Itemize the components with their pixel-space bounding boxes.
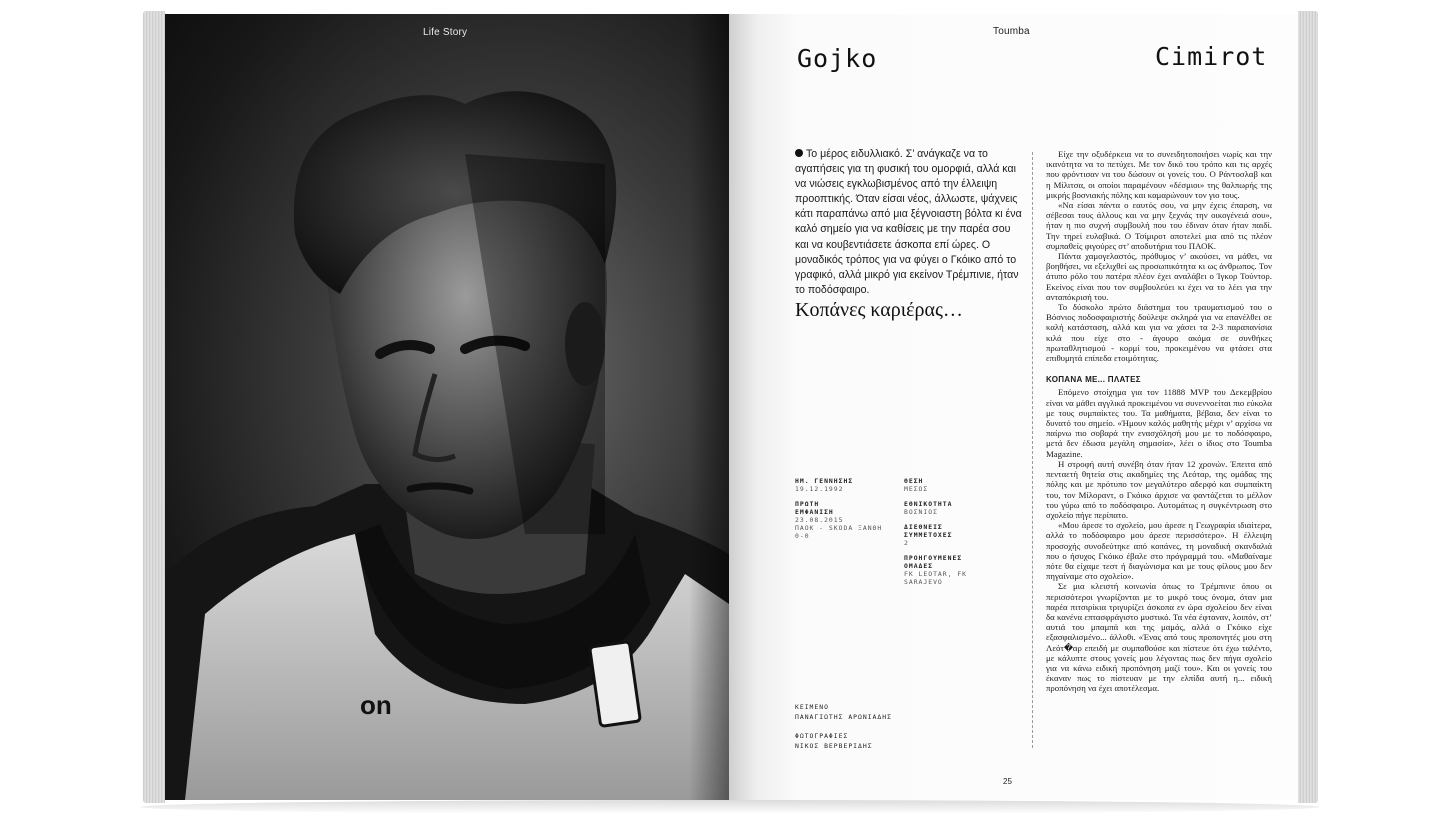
column-divider: [1032, 152, 1033, 748]
fact-label-debut: ΠΡΩΤΗ ΕΜΦΑΝΙΣΗ: [795, 500, 834, 516]
gutter-shadow: [689, 14, 729, 800]
facts-column-left: [795, 477, 895, 547]
player-last-name: Cimirot: [1155, 42, 1268, 71]
intro-text: Το μέρος ειδυλλιακό. Σ’ ανάγκαζε να το αγαπήσεις για τη φυσική του ομορφιά, αλλά και να νιώσεις εγκλωβισμένος από την έλλειψη προοπτικής. Όταν είσαι νέος, άλλωστε, ψάχνεις κάτι παραπάνω από μια ξέγνοιαστη βόλτα κι ένα καλό σημείο για να καθίσεις με την παρέα σου και να κουβεντιάσετε άσκοπα επί ώρες. Ο μοναδικός τρόπος για να φύγει ο Γκόικο από το γραφικό, αλλά μικρό για εκείνον Τρέμπινιε, ήταν το ποδόσφαιρο.: [795, 148, 1022, 296]
right-page-article: [729, 14, 1298, 800]
fact-label-position: ΘΕΣΗ: [904, 477, 924, 485]
fact-label-nationality: ΕΘΝΙΚΟΤΗΤΑ: [904, 500, 953, 508]
page-stack-right: [1298, 11, 1318, 803]
fact-value-position: ΜΕΣΟΣ: [904, 485, 929, 493]
running-head-right: Toumba: [993, 26, 1030, 37]
fact-label-birthdate: ΗΜ. ΓΕΝΝΗΣΗΣ: [795, 477, 854, 485]
bullet-icon: [795, 149, 803, 157]
section-subhead: Κοπάνες καριέρας…: [795, 299, 963, 321]
body-paragraph: Σε μια κλειστή κοινωνία όπως το Τρέμπινιε όπου οι περισσότεροι γνωρίζονται με το μικρό τους όνομα, όταν μια παρέα πιτσιρίκια τριγυρίζει άσκοπα εν ώρα σχολείου δεν είναι δα κανένα επτασφράγιστο μυστικό. Τα νέα έφταναν, λοιπόν, στ’ αυτιά του μπαμπά και της μαμάς, αλλά ο Γκόικο είχε εξασφαλισμένο... άλλοθι. «Ένας από τους προπονητές μου στη Λεότ�αρ επειδή με συμπαθούσε και πίστευε ότι έχω ταλέντο, με κάλυπτε στους γονείς μου λέγοντας πως δεν πήγα σχολείο για να κάνω ειδική προπόνηση μαζί του». Και οι γονείς του έκαναν πως το πίστευαν με την ελπίδα αυτή η... ειδική προπόνηση να έχει αποτέλεσμα.: [1046, 581, 1272, 694]
credit-photo-author: ΝΙΚΟΣ ΒΕΡΒΕΡΙΔΗΣ: [795, 742, 873, 750]
body-paragraph: Είχε την οξυδέρκεια να το συνειδητοποιήσει νωρίς και την ικανότητα να το πετύχει. Με τον δικό του τρόπο και τις αρχές που φρόντισαν να του δώσουν οι γονείς του. Ο Ράντοσλαβ και η Μίλιτσα, οι οποίοι παραμένουν «δέσμιοι» της θαλπωρής της μικρής βοσνιακής πόλης και καμαρώνουν τον γιο τους.: [1046, 149, 1272, 200]
body-paragraph: «Μου άρεσε το σχολείο, μου άρεσε η Γεωγραφία ιδιαίτερα, αλλά το ποδόσφαιρο μου άρεσε περισσότερο». Η έλλειψη προσοχής συνοδεύτηκε από κοπάνες, τη μοναδική σκανδαλιά που ο ήσυχος Γκόικο έβαλε στο πρόγραμμά του. «Μαθαίναμε πότε θα είχαμε τεστ ή διαγώνισμα και με τους φίλους μου δεν πηγαίναμε στο σχολείο».: [1046, 520, 1272, 582]
fact-label-caps: ΔΙΕΘΝΕΙΣ ΣΥΜΜΕΤΟΧΕΣ: [904, 523, 953, 539]
fact-value-nationality: ΒΟΣΝΙΟΣ: [904, 508, 938, 516]
body-paragraph: Επόμενο στοίχημα για τον 11888 MVP του Δεκεμβρίου είναι να μάθει αγγλικά προκειμένου να συνεννοείται πιο εύκολα με τους συμπαίκτες του. Τα μαθήματα, βέβαια, δεν είναι το δυνατό του σημείο. «Ήμουν καλός μαθητής μέχρι ν’ αρχίσω να παίρνω πιο σοβαρά την ενασχόλησή μου με το ποδόσφαιρο, μετά δεν έδωσα μεγάλη σημασία», λέει ο ίδιος στο Toumba Magazine.: [1046, 387, 1272, 459]
body-paragraph: Πάντα χαμογελαστός, πρόθυμος ν’ ακούσει, να μάθει, να βοηθήσει, να εξελιχθεί ως προσωπικότητα κι ως άνθρωπος. Τον άτυπο ρόλο του πατέρα πλέον έχει αναλάβει ο Ίγκορ Τούντορ. Εκείνος είναι που τον συμβουλεύει κι έχει να το λέει για την ανταπόκρισή του.: [1046, 251, 1272, 302]
body-paragraph: Η στροφή αυτή συνέβη όταν ήταν 12 χρονών. Έπειτα από πενταετή θητεία στις ακαδημίες της Λεόταρ, της ομάδας της πόλης και με πρότυπο τον μεγαλύτερο αδερφό και συμπαίκτη του, τον Μίλοραντ, ο Γκόικο άρχισε να φαντάζεται το μέλλον του γύρω από το ποδόσφαιρο. Αυτομάτως η συγκέντρωση στο σχολείο πήγε περίπατο.: [1046, 458, 1272, 520]
body-section-heading: ΚΟΠΑΝΑ ΜΕ... ΠΛΑΤΕΣ: [1046, 375, 1141, 385]
body-paragraph: «Να είσαι πάντα ο εαυτός σου, να μην έχεις έπαρση, να σέβεσαι τους άλλους και να μην ξεχνάς την οικογένειά σου», ήταν η πιο συχνή συμβουλή που του έδιναν όταν ήταν παιδί. Την τηρεί ευλαβικά. Ο Τσίμιροτ αποτελεί μια από τις πλέον συμπαθείς φιγούρες στ’ αποδυτήρια του ΠΑΟΚ.: [1046, 200, 1272, 251]
left-page-photo: [165, 14, 729, 800]
fact-value-debut: 23.08.2015 ΠΑΟΚ - SKODA ΞΑΝΘΗ 0-0: [795, 516, 883, 540]
article-body-column: [1046, 149, 1272, 694]
running-head-left: Life Story: [423, 27, 468, 38]
credits: [795, 702, 892, 751]
svg-text:on: on: [360, 690, 392, 720]
credit-text-author: ΠΑΝΑΓΙΩΤΗΣ ΑΡΩΝΙΑΔΗΣ: [795, 713, 892, 721]
player-portrait-photo: [165, 14, 729, 800]
credit-text-label: ΚΕΙΜΕΝΟ: [795, 703, 829, 711]
page-number: 25: [1003, 777, 1012, 786]
credit-photo-label: ΦΩΤΟΓΡΑΦΙΕΣ: [795, 732, 849, 740]
magazine-spread: [143, 11, 1318, 803]
intro-paragraph: [795, 147, 1025, 298]
body-paragraph: Το δύσκολο πρώτο διάστημα του τραυματισμού του ο Βόσνιος ποδοσφαιριστής δούλεψε σκληρά για να επανέλθει σε καλή κατάσταση, αλλά και για να χάσει τα 2-3 παραπανίσια κιλά που είχε στο - άγουρο ακόμα σε συνθήκες πρωταθλητισμού - κορμί του, προκειμένου να φτάσει στα επιθυμητά επίπεδα ετοιμότητας.: [1046, 302, 1272, 364]
page-stack-left: [143, 11, 165, 803]
fact-value-birthdate: 19.12.1992: [795, 485, 844, 493]
facts-column-right: [904, 477, 1014, 593]
player-first-name: Gojko: [797, 44, 878, 73]
fact-label-previous-teams: ΠΡΟΗΓΟΥΜΕΝΕΣ ΟΜΑΔΕΣ: [904, 554, 963, 570]
fact-value-caps: 2: [904, 539, 909, 547]
fact-value-previous-teams: FK LEOTAR, FK SARAJEVO: [904, 570, 968, 586]
